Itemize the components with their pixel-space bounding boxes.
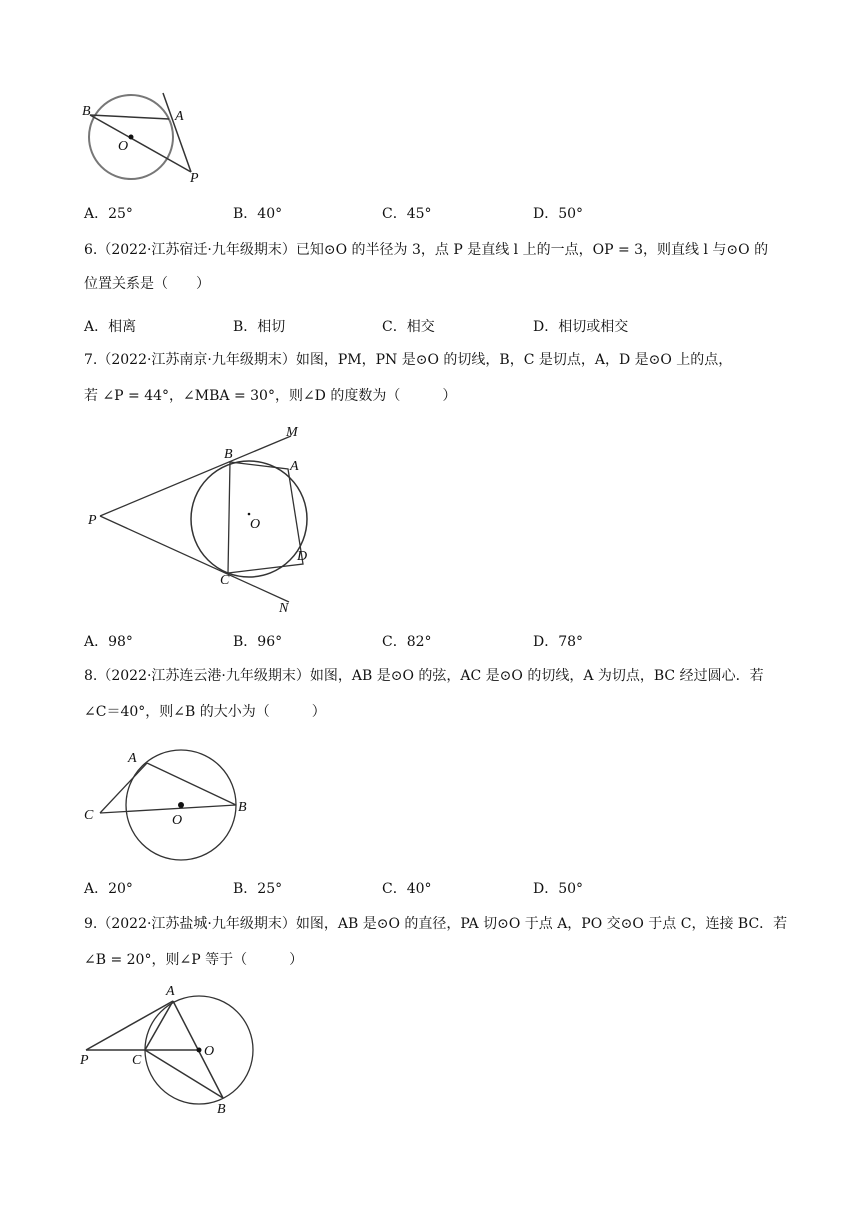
q9-label-a: A (166, 984, 175, 999)
q5-label-b: B (82, 104, 91, 119)
q8-label-c: C (84, 808, 94, 823)
q6-option-c: C．相交 (382, 319, 435, 335)
q6-option-b: B．相切 (233, 319, 286, 335)
q8-question-line2: ∠C＝40°，则∠B 的大小为（ ） (84, 704, 326, 720)
q5-option-d: D．50° (533, 206, 584, 222)
q8-label-a: A (128, 751, 137, 766)
q7-question-line1: 7.（2022·江苏南京·九年级期末）如图，PM，PN 是⊙O 的切线，B，C 是切点，A，D 是⊙O 上的点， (84, 352, 733, 368)
q7-label-c: C (220, 573, 230, 588)
q9-question-line1: 9.（2022·江苏盐城·九年级期末）如图，AB 是⊙O 的直径，PA 切⊙O 于点 A，PO 交⊙O 于点 C，连接 BC．若 (84, 916, 788, 932)
q5-label-o: O (118, 139, 129, 154)
q7-option-b: B．96° (233, 634, 283, 650)
q5-label-p: P (190, 171, 199, 186)
q7-label-n: N (279, 601, 289, 616)
q7-option-c: C．82° (382, 634, 432, 650)
q7-option-d: D．78° (533, 634, 584, 650)
q8-option-c: C．40° (382, 881, 432, 897)
q8-option-a: A．20° (84, 881, 133, 897)
q9-figure (78, 980, 268, 1120)
q7-question-line2: 若 ∠P = 44°，∠MBA = 30°，则∠D 的度数为（ ） (84, 388, 457, 404)
q9-label-b: B (217, 1102, 226, 1117)
q6-option-a: A．相离 (84, 319, 137, 335)
q8-label-b: B (238, 800, 247, 815)
q8-figure (80, 742, 270, 867)
q7-label-b: B (224, 447, 233, 462)
q7-label-p: P (88, 513, 97, 528)
q9-label-c: C (132, 1053, 142, 1068)
q5-option-b: B．40° (233, 206, 283, 222)
q5-figure (78, 88, 208, 188)
q8-option-d: D．50° (533, 881, 584, 897)
q6-question-line2: 位置关系是（ ） (84, 276, 210, 292)
q7-label-o: O (250, 517, 261, 532)
q8-label-o: O (172, 813, 183, 828)
q7-label-a: A (290, 459, 299, 474)
q5-option-a: A．25° (84, 206, 133, 222)
q9-label-o: O (204, 1044, 215, 1059)
q9-label-p: P (80, 1053, 89, 1068)
q9-question-line2: ∠B = 20°，则∠P 等于（ ） (84, 952, 304, 968)
q5-label-a: A (175, 109, 184, 124)
q7-figure (82, 420, 322, 620)
q8-question-line1: 8.（2022·江苏连云港·九年级期末）如图，AB 是⊙O 的弦，AC 是⊙O 的切线，A 为切点，BC 经过圆心．若 (84, 668, 764, 684)
q5-option-c: C．45° (382, 206, 432, 222)
q7-option-a: A．98° (84, 634, 133, 650)
q6-question-line1: 6.（2022·江苏宿迁·九年级期末）已知⊙O 的半径为 3，点 P 是直线 l 上的一点，OP = 3，则直线 l 与⊙O 的 (84, 242, 769, 258)
q7-label-m: M (286, 425, 298, 440)
q6-option-d: D．相切或相交 (533, 319, 629, 335)
q7-label-d: D (297, 549, 308, 564)
q8-option-b: B．25° (233, 881, 283, 897)
